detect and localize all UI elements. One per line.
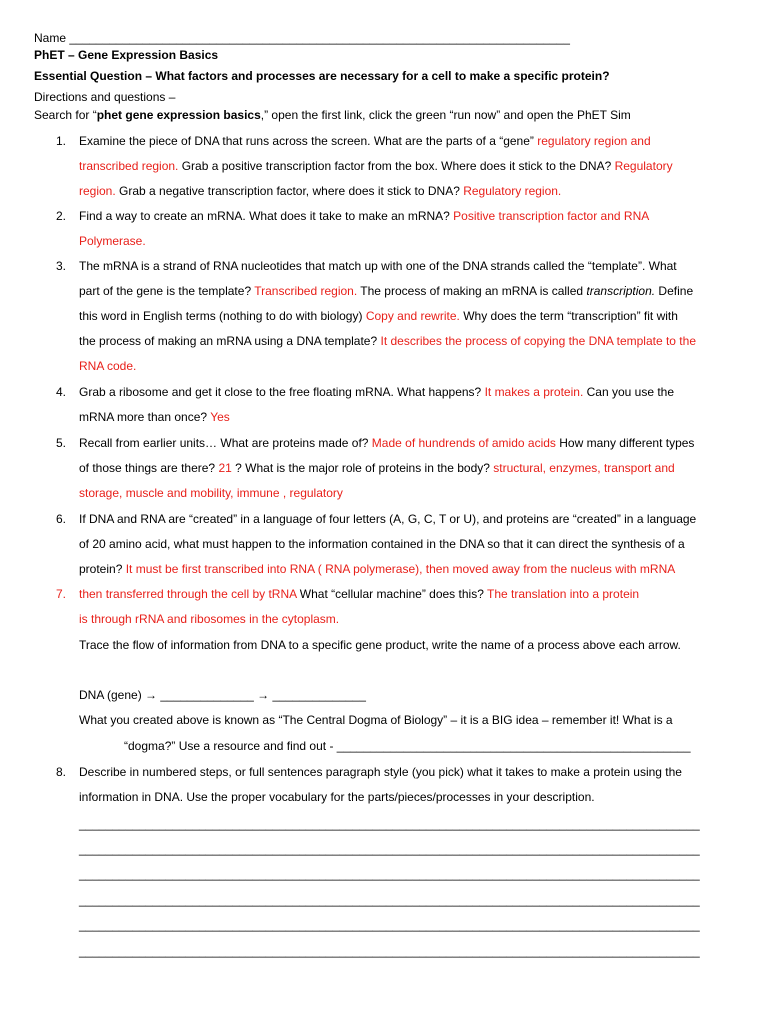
answer-text: transcribed region. [79, 159, 179, 173]
q1-line-3: region. Grab a negative transcription factor, where does it stick to DNA? Regulatory region. [79, 184, 562, 198]
q4-line-2: mRNA more than once? Yes [79, 410, 230, 424]
answer-text: The translation into a protein [486, 587, 640, 601]
answer-blank-line: _____________________________________________________________________________________________ [79, 842, 700, 856]
q3-line-4: the process of making an mRNA using a DNA template? It describes the process of copying the DNA template to the [79, 334, 696, 348]
q2-line-2: Polymerase. [79, 234, 146, 248]
answer-text: region. [79, 184, 116, 198]
answer-text: Yes [210, 410, 230, 424]
answer-text: It describes the process of copying the DNA template to the [380, 334, 696, 348]
answer-text: Regulatory region. [463, 184, 562, 198]
question-number: 5. [56, 436, 67, 450]
answer-text: Positive transcription factor and RNA [453, 209, 650, 223]
question-number: 7. [56, 587, 67, 601]
worksheet-title: PhET – Gene Expression Basics [34, 48, 219, 62]
q6-line-3: protein? It must be first transcribed into RNA ( RNA polymerase), then moved away from the nucleus with mRNA [79, 562, 676, 576]
q3-line-3: this word in English terms (nothing to do with biology) Copy and rewrite. Why does the term “transcription” fit with [79, 309, 678, 323]
answer-blank-line: _____________________________________________________________________________________________ [79, 944, 700, 958]
search-instruction: Search for “phet gene expression basics,” open the first link, click the green “run now” and open the PhET Sim [34, 108, 631, 122]
answer-text: structural, enzymes, transport and [493, 461, 675, 475]
question-number: 1. [56, 134, 67, 148]
q1-line-1: Examine the piece of DNA that runs across the screen. What are the parts of a “gene” regulatory region and [79, 134, 651, 148]
q7-line-1: then transferred through the cell by tRNA What “cellular machine” does this? The translation into a protein [79, 587, 640, 601]
dogma-question: “dogma?” Use a resource and find out - _____________________________________________________ [124, 739, 691, 753]
answer-text: Regulatory [614, 159, 673, 173]
q4-line-1: Grab a ribosome and get it close to the free floating mRNA. What happens? It makes a protein. Can you use the [79, 385, 675, 399]
answer-text: regulatory region and [537, 134, 651, 148]
answer-text: 21 [218, 461, 232, 475]
question-number: 3. [56, 259, 67, 273]
answer-blank-line: _____________________________________________________________________________________________ [79, 867, 700, 881]
q1-line-2: transcribed region. Grab a positive transcription factor from the box. Where does it stick to the DNA? Regulatory [79, 159, 673, 173]
essential-question: Essential Question – What factors and processes are necessary for a cell to make a specific protein? [34, 69, 610, 83]
q6-line-1: If DNA and RNA are “created” in a language of four letters (A, G, C, T or U), and proteins are “created” in a language [79, 512, 697, 526]
answer-blank-line: _____________________________________________________________________________________________ [79, 893, 700, 907]
q8-line-1: Describe in numbered steps, or full sentences paragraph style (you pick) what it takes to make a protein using the [79, 765, 682, 779]
answer-text: It makes a protein. [484, 385, 584, 399]
q7-line-3: Trace the flow of information from DNA to a specific gene product, write the name of a process above each arrow. [79, 638, 681, 652]
answer-text: Made of hundrends of amido acids [371, 436, 556, 450]
search-term: phet gene expression basics [96, 108, 261, 122]
q2-line-1: Find a way to create an mRNA. What does it take to make an mRNA? Positive transcription factor and RNA [79, 209, 650, 223]
question-number: 8. [56, 765, 67, 779]
q5-line-2: of those things are there? 21 ? What is the major role of proteins in the body? structural, enzymes, transport and [79, 461, 675, 475]
answer-blank-line: _____________________________________________________________________________________________ [79, 918, 700, 932]
answer-text: then transferred through the cell by tRNA [79, 587, 297, 601]
q3-line-1: The mRNA is a strand of RNA nucleotides that match up with one of the DNA strands called the “template”. What [79, 259, 677, 273]
question-number: 2. [56, 209, 67, 223]
question-number: 4. [56, 385, 67, 399]
q7-line-5: What you created above is known as “The Central Dogma of Biology” – it is a BIG idea – remember it! What is a [79, 713, 673, 727]
name-line: Name ___________________________________________________________________________ [34, 31, 570, 45]
q5-line-3: storage, muscle and mobility, immune , regulatory [79, 486, 343, 500]
answer-text: Copy and rewrite. [365, 309, 460, 323]
answer-blank-line: _____________________________________________________________________________________________ [79, 817, 700, 831]
answer-text: Transcribed region. [254, 284, 358, 298]
q7-line-2: is through rRNA and ribosomes in the cytoplasm. [79, 612, 340, 626]
q5-line-1: Recall from earlier units… What are proteins made of? Made of hundrends of amido acids How many different types [79, 436, 695, 450]
answer-text: It must be first transcribed into RNA ( RNA polymerase), then moved away from the nucleus with mRNA [125, 562, 676, 576]
question-number: 6. [56, 512, 67, 526]
directions-heading: Directions and questions – [34, 90, 176, 104]
q3-line-2: part of the gene is the template? Transcribed region. The process of making an mRNA is called transcription. Define [79, 284, 694, 298]
central-dogma-flow: DNA (gene) → ______________ → ______________ [79, 688, 366, 702]
q8-line-2: information in DNA. Use the proper vocabulary for the parts/pieces/processes in your description. [79, 790, 595, 804]
q3-line-5: RNA code. [79, 359, 137, 373]
q6-line-2: of 20 amino acid, what must happen to the information contained in the DNA so that it can direct the synthesis of a [79, 537, 685, 551]
